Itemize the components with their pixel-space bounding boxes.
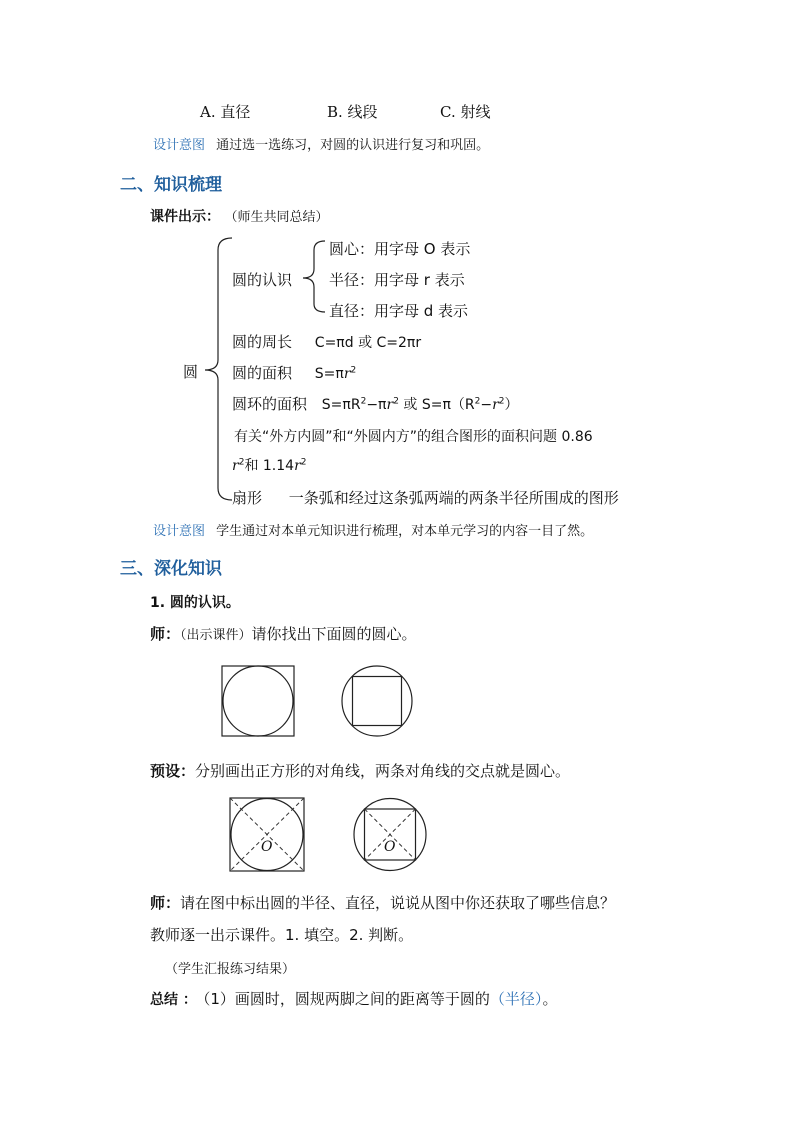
root-circle-label: 圆: [183, 363, 199, 381]
center-label-2: O: [384, 839, 396, 855]
recognition-item-center: 圆心：用字母 O 表示: [329, 240, 471, 258]
teacher-line-2: 师：请在图中标出圆的半径、直径，说说从图中你还获取了哪些信息？: [150, 894, 616, 912]
teacher-line-3: 教师逐一出示课件。1. 填空。2. 判断。: [150, 926, 414, 944]
section-3-title: 三、深化知识: [120, 559, 222, 579]
choice-a: A. 直径: [200, 103, 251, 121]
design-intent-label: 设计意图: [153, 524, 206, 539]
design-intent-text: 学生通过对本单元知识进行梳理，对本单元学习的内容一目了然。: [216, 524, 594, 539]
ring-label: 圆环的面积: [232, 395, 308, 413]
center-label-1: O: [261, 839, 273, 855]
ring-formula: $S=\pi R^2-\pi r^2$ 或 $S=\pi(R^2-r^2)$: [321, 396, 519, 413]
design-intent-label: 设计意图: [153, 138, 206, 153]
perimeter-formula: C=πd 或 C=2πr: [314, 335, 422, 351]
subsection-1-title: 1. 圆的认识。: [150, 595, 240, 611]
preset-line: 预设：分别画出正方形的对角线，两条对角线的交点就是圆心。: [150, 762, 571, 780]
combo-line-1: 有关“外方内圆”和“外圆内方”的组合图形的面积问题 0.86: [234, 429, 593, 445]
combo-line-2: $r^2$和 $1.14r^2$: [232, 457, 307, 474]
courseware-label: 课件出示：: [150, 209, 220, 225]
summary-answer: （半径）: [489, 990, 543, 1008]
courseware-note: （师生共同总结）: [224, 210, 329, 225]
perimeter-label: 圆的周长: [232, 333, 293, 351]
section-2-title: 二、知识梳理: [120, 175, 222, 195]
teacher-line-1: 师：（出示课件）请你找出下面圆的圆心。: [150, 625, 417, 643]
area-label: 圆的面积: [232, 364, 293, 382]
sector-text: 一条弧和经过这条弧两端的两条半径所围成的图形: [288, 489, 619, 507]
sector-label: 扇形: [232, 489, 263, 507]
student-report-line: （学生汇报练习结果）: [165, 962, 296, 977]
choice-b: B. 线段: [327, 103, 378, 121]
area-formula: $S=\pi r^2$: [314, 365, 357, 382]
design-intent-text: 通过选一选练习，对圆的认识进行复习和巩固。: [216, 138, 490, 153]
recognition-item-diameter: 直径：用字母 d 表示: [329, 302, 469, 320]
recognition-item-radius: 半径：用字母 r 表示: [329, 271, 465, 289]
summary-line: 总结 ： （1）画圆时，圆规两脚之间的距离等于圆的（半径）。: [150, 990, 558, 1008]
recognition-label: 圆的认识: [232, 271, 293, 289]
choice-c: C. 射线: [440, 103, 491, 121]
